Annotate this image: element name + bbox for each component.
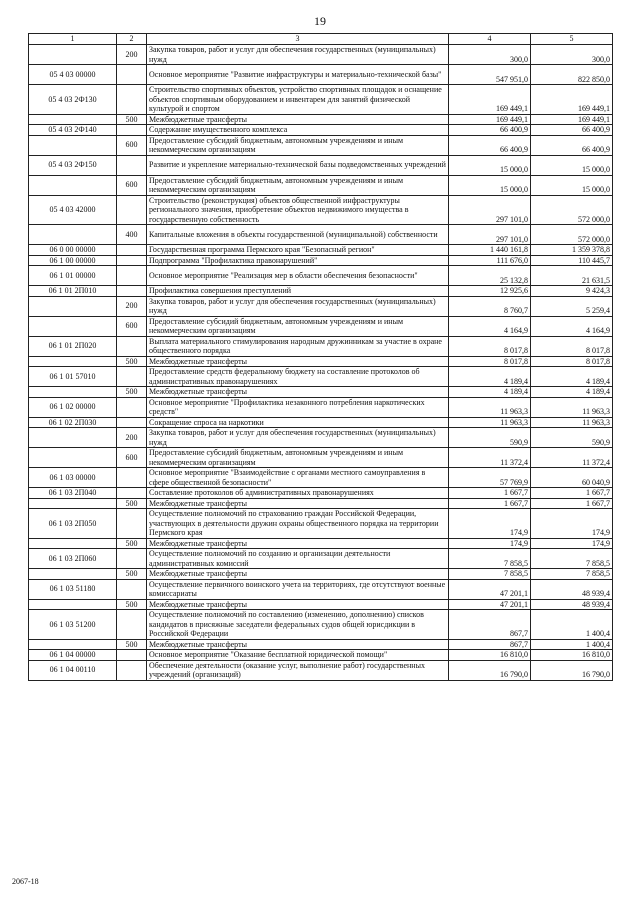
expense-type-cell: 500 — [117, 599, 147, 610]
amount-year1-cell: 867,7 — [449, 610, 531, 640]
amount-year1-cell: 169 449,1 — [449, 114, 531, 125]
classification-code-cell — [29, 356, 117, 367]
table-row — [29, 316, 613, 336]
classification-code-cell — [29, 428, 117, 448]
amount-year2-cell: 4 164,9 — [531, 316, 613, 336]
amount-year1-cell: 4 164,9 — [449, 316, 531, 336]
amount-year2-cell: 9 424,3 — [531, 286, 613, 297]
expense-type-cell: 500 — [117, 387, 147, 398]
table-body — [29, 45, 613, 681]
amount-year2-cell: 174,9 — [531, 509, 613, 539]
item-name-cell: Межбюджетные трансферты — [147, 569, 449, 580]
expense-type-cell — [117, 549, 147, 569]
classification-code-cell: 06 1 01 2П010 — [29, 286, 117, 297]
item-name-cell: Предоставление средств федеральному бюджету на составление протоколов об административных правонарушениях — [147, 367, 449, 387]
expense-type-cell — [117, 650, 147, 661]
table-row — [29, 488, 613, 499]
table-row — [29, 498, 613, 509]
amount-year1-cell: 15 000,0 — [449, 175, 531, 195]
classification-code-cell: 06 1 04 00000 — [29, 650, 117, 661]
amount-year1-cell: 174,9 — [449, 509, 531, 539]
table-row — [29, 549, 613, 569]
table-row — [29, 125, 613, 136]
column-header: 4 — [449, 34, 531, 45]
item-name-cell: Закупка товаров, работ и услуг для обеспечения государственных (муниципальных) нужд — [147, 428, 449, 448]
amount-year2-cell: 66 400,9 — [531, 125, 613, 136]
table-row — [29, 266, 613, 286]
table-row — [29, 175, 613, 195]
amount-year2-cell: 169 449,1 — [531, 85, 613, 115]
table-row — [29, 599, 613, 610]
amount-year2-cell: 822 850,0 — [531, 65, 613, 85]
expense-type-cell — [117, 610, 147, 640]
item-name-cell: Основное мероприятие "Реализация мер в области обеспечения безопасности" — [147, 266, 449, 286]
table-row — [29, 417, 613, 428]
amount-year1-cell: 297 101,0 — [449, 225, 531, 245]
expense-type-cell — [117, 468, 147, 488]
expense-type-cell — [117, 286, 147, 297]
classification-code-cell — [29, 296, 117, 316]
expense-type-cell: 500 — [117, 356, 147, 367]
amount-year1-cell: 8 017,8 — [449, 336, 531, 356]
item-name-cell: Основное мероприятие "Развитие инфраструктуры и материально-технической базы" — [147, 65, 449, 85]
amount-year1-cell: 16 790,0 — [449, 660, 531, 680]
amount-year1-cell: 4 189,4 — [449, 367, 531, 387]
amount-year2-cell: 300,0 — [531, 45, 613, 65]
expense-type-cell: 600 — [117, 448, 147, 468]
item-name-cell: Предоставление субсидий бюджетным, автономным учреждениям и иным некоммерческим организациям — [147, 175, 449, 195]
expense-type-cell — [117, 660, 147, 680]
classification-code-cell — [29, 175, 117, 195]
amount-year2-cell: 1 400,4 — [531, 610, 613, 640]
item-name-cell: Межбюджетные трансферты — [147, 387, 449, 398]
column-header: 2 — [117, 34, 147, 45]
item-name-cell: Развитие и укрепление материально-технической базы подведомственных учреждений — [147, 155, 449, 175]
amount-year1-cell: 12 925,6 — [449, 286, 531, 297]
amount-year1-cell: 47 201,1 — [449, 579, 531, 599]
expense-type-cell: 500 — [117, 114, 147, 125]
table-row — [29, 286, 613, 297]
amount-year1-cell: 4 189,4 — [449, 387, 531, 398]
column-header: 5 — [531, 34, 613, 45]
expense-type-cell — [117, 155, 147, 175]
classification-code-cell — [29, 569, 117, 580]
classification-code-cell: 06 1 01 00000 — [29, 266, 117, 286]
classification-code-cell — [29, 316, 117, 336]
amount-year2-cell: 21 631,5 — [531, 266, 613, 286]
amount-year2-cell: 5 259,4 — [531, 296, 613, 316]
expense-type-cell: 500 — [117, 639, 147, 650]
item-name-cell: Основное мероприятие "Оказание бесплатной юридической помощи" — [147, 650, 449, 661]
classification-code-cell — [29, 135, 117, 155]
table-row — [29, 468, 613, 488]
classification-code-cell: 05 4 03 2Ф140 — [29, 125, 117, 136]
classification-code-cell — [29, 387, 117, 398]
item-name-cell: Подпрограмма "Профилактика правонарушений" — [147, 255, 449, 266]
amount-year1-cell: 547 951,0 — [449, 65, 531, 85]
table-row — [29, 579, 613, 599]
item-name-cell: Профилактика совершения преступлений — [147, 286, 449, 297]
amount-year1-cell: 66 400,9 — [449, 135, 531, 155]
table-row — [29, 387, 613, 398]
classification-code-cell: 05 4 03 42000 — [29, 195, 117, 225]
column-header: 3 — [147, 34, 449, 45]
amount-year2-cell: 16 790,0 — [531, 660, 613, 680]
amount-year2-cell: 11 963,3 — [531, 397, 613, 417]
amount-year1-cell: 1 440 161,8 — [449, 245, 531, 256]
classification-code-cell: 06 1 02 00000 — [29, 397, 117, 417]
expense-type-cell — [117, 255, 147, 266]
classification-code-cell: 06 1 02 2П030 — [29, 417, 117, 428]
item-name-cell: Межбюджетные трансферты — [147, 498, 449, 509]
amount-year1-cell: 111 676,0 — [449, 255, 531, 266]
expense-type-cell: 500 — [117, 569, 147, 580]
expense-type-cell: 500 — [117, 498, 147, 509]
item-name-cell: Межбюджетные трансферты — [147, 356, 449, 367]
item-name-cell: Межбюджетные трансферты — [147, 538, 449, 549]
amount-year2-cell: 15 000,0 — [531, 175, 613, 195]
amount-year2-cell: 4 189,4 — [531, 367, 613, 387]
amount-year2-cell: 8 017,8 — [531, 356, 613, 367]
item-name-cell: Межбюджетные трансферты — [147, 599, 449, 610]
expense-type-cell — [117, 579, 147, 599]
table-row — [29, 255, 613, 266]
amount-year1-cell: 297 101,0 — [449, 195, 531, 225]
amount-year2-cell: 7 858,5 — [531, 569, 613, 580]
amount-year1-cell: 590,9 — [449, 428, 531, 448]
amount-year1-cell: 66 400,9 — [449, 125, 531, 136]
classification-code-cell — [29, 45, 117, 65]
amount-year1-cell: 1 667,7 — [449, 498, 531, 509]
classification-code-cell: 05 4 03 00000 — [29, 65, 117, 85]
expense-type-cell — [117, 65, 147, 85]
amount-year2-cell: 572 000,0 — [531, 195, 613, 225]
amount-year1-cell: 174,9 — [449, 538, 531, 549]
expense-type-cell — [117, 245, 147, 256]
classification-code-cell — [29, 498, 117, 509]
item-name-cell: Предоставление субсидий бюджетным, автономным учреждениям и иным некоммерческим организациям — [147, 135, 449, 155]
table-row — [29, 225, 613, 245]
table-row — [29, 245, 613, 256]
expense-type-cell: 600 — [117, 175, 147, 195]
table-row — [29, 195, 613, 225]
amount-year2-cell: 1 667,7 — [531, 498, 613, 509]
expense-type-cell: 200 — [117, 45, 147, 65]
amount-year2-cell: 8 017,8 — [531, 336, 613, 356]
table-row — [29, 397, 613, 417]
amount-year2-cell: 16 810,0 — [531, 650, 613, 661]
item-name-cell: Осуществление первичного воинского учета на территориях, где отсутствуют военные комиссариаты — [147, 579, 449, 599]
item-name-cell: Межбюджетные трансферты — [147, 114, 449, 125]
expense-type-cell — [117, 488, 147, 499]
item-name-cell: Осуществление полномочий по страхованию граждан Российской Федерации, участвующих в деятельности дружин охраны общественного порядка на территории Пермского края — [147, 509, 449, 539]
classification-code-cell: 06 1 03 51180 — [29, 579, 117, 599]
amount-year2-cell: 11 372,4 — [531, 448, 613, 468]
amount-year2-cell: 572 000,0 — [531, 225, 613, 245]
expense-type-cell — [117, 367, 147, 387]
amount-year2-cell: 7 858,5 — [531, 549, 613, 569]
table-row — [29, 336, 613, 356]
amount-year1-cell: 16 810,0 — [449, 650, 531, 661]
item-name-cell: Закупка товаров, работ и услуг для обеспечения государственных (муниципальных) нужд — [147, 296, 449, 316]
amount-year2-cell: 4 189,4 — [531, 387, 613, 398]
expense-type-cell — [117, 397, 147, 417]
item-name-cell: Государственная программа Пермского края "Безопасный регион" — [147, 245, 449, 256]
expense-type-cell — [117, 417, 147, 428]
classification-code-cell — [29, 639, 117, 650]
amount-year1-cell: 7 858,5 — [449, 549, 531, 569]
amount-year1-cell: 15 000,0 — [449, 155, 531, 175]
classification-code-cell: 06 0 00 00000 — [29, 245, 117, 256]
expense-type-cell: 600 — [117, 135, 147, 155]
amount-year1-cell: 8 760,7 — [449, 296, 531, 316]
amount-year2-cell: 1 359 378,8 — [531, 245, 613, 256]
table-row — [29, 356, 613, 367]
table-row — [29, 660, 613, 680]
table-row — [29, 610, 613, 640]
item-name-cell: Закупка товаров, работ и услуг для обеспечения государственных (муниципальных) нужд — [147, 45, 449, 65]
table-row — [29, 296, 613, 316]
table-row — [29, 448, 613, 468]
item-name-cell: Выплата материального стимулирования народным дружинникам за участие в охране общественного порядка — [147, 336, 449, 356]
amount-year2-cell: 174,9 — [531, 538, 613, 549]
amount-year2-cell: 590,9 — [531, 428, 613, 448]
table-row — [29, 538, 613, 549]
item-name-cell: Обеспечение деятельности (оказание услуг, выполнение работ) государственных учреждений (организаций) — [147, 660, 449, 680]
amount-year1-cell: 7 858,5 — [449, 569, 531, 580]
table-row — [29, 45, 613, 65]
item-name-cell: Осуществление полномочий по составлению (изменению, дополнению) списков кандидатов в присяжные заседатели федеральных судов общей юрисдикции в Российской Федерации — [147, 610, 449, 640]
amount-year1-cell: 1 667,7 — [449, 488, 531, 499]
table-row — [29, 85, 613, 115]
amount-year1-cell: 11 963,3 — [449, 397, 531, 417]
expense-type-cell — [117, 85, 147, 115]
classification-code-cell: 06 1 01 57010 — [29, 367, 117, 387]
amount-year1-cell: 8 017,8 — [449, 356, 531, 367]
amount-year2-cell: 169 449,1 — [531, 114, 613, 125]
amount-year2-cell: 48 939,4 — [531, 599, 613, 610]
column-header: 1 — [29, 34, 117, 45]
table-row — [29, 428, 613, 448]
item-name-cell: Межбюджетные трансферты — [147, 639, 449, 650]
amount-year2-cell: 1 400,4 — [531, 639, 613, 650]
table-row — [29, 155, 613, 175]
table-row — [29, 114, 613, 125]
classification-code-cell: 05 4 03 2Ф150 — [29, 155, 117, 175]
item-name-cell: Капитальные вложения в объекты государственной (муниципальной) собственности — [147, 225, 449, 245]
expense-type-cell: 200 — [117, 428, 147, 448]
amount-year2-cell: 11 963,3 — [531, 417, 613, 428]
amount-year1-cell: 57 769,9 — [449, 468, 531, 488]
header-row — [29, 34, 613, 45]
expense-type-cell — [117, 125, 147, 136]
item-name-cell: Строительство (реконструкция) объектов общественной инфраструктуры регионального значения, приобретение объектов недвижимого имущества в государственную собственность — [147, 195, 449, 225]
item-name-cell: Сокращение спроса на наркотики — [147, 417, 449, 428]
table-row — [29, 65, 613, 85]
expense-type-cell — [117, 266, 147, 286]
table-row — [29, 639, 613, 650]
item-name-cell: Содержание имущественного комплекса — [147, 125, 449, 136]
item-name-cell: Предоставление субсидий бюджетным, автономным учреждениям и иным некоммерческим организациям — [147, 448, 449, 468]
item-name-cell: Строительство спортивных объектов, устройство спортивных площадок и оснащение объектов спортивным оборудованием и инвентарем для занятий физической культурой и спортом — [147, 85, 449, 115]
table-row — [29, 569, 613, 580]
classification-code-cell: 06 1 03 51200 — [29, 610, 117, 640]
expense-type-cell: 600 — [117, 316, 147, 336]
table-row — [29, 367, 613, 387]
page-number: 19 — [314, 14, 326, 28]
document-code: 2067-18 — [12, 877, 39, 886]
amount-year1-cell: 47 201,1 — [449, 599, 531, 610]
expense-type-cell: 200 — [117, 296, 147, 316]
amount-year1-cell: 25 132,8 — [449, 266, 531, 286]
classification-code-cell — [29, 599, 117, 610]
amount-year2-cell: 110 445,7 — [531, 255, 613, 266]
amount-year2-cell: 1 667,7 — [531, 488, 613, 499]
classification-code-cell: 06 1 04 00110 — [29, 660, 117, 680]
amount-year1-cell: 867,7 — [449, 639, 531, 650]
classification-code-cell: 06 1 03 00000 — [29, 468, 117, 488]
amount-year2-cell: 66 400,9 — [531, 135, 613, 155]
classification-code-cell: 06 1 00 00000 — [29, 255, 117, 266]
budget-table — [28, 33, 613, 681]
classification-code-cell: 06 1 03 2П060 — [29, 549, 117, 569]
item-name-cell: Основное мероприятие "Взаимодействие с органами местного самоуправления в сфере общественной безопасности" — [147, 468, 449, 488]
expense-type-cell — [117, 509, 147, 539]
classification-code-cell — [29, 225, 117, 245]
item-name-cell: Составление протоколов об административных правонарушениях — [147, 488, 449, 499]
classification-code-cell: 05 4 03 2Ф130 — [29, 85, 117, 115]
classification-code-cell: 06 1 01 2П020 — [29, 336, 117, 356]
expense-type-cell — [117, 336, 147, 356]
classification-code-cell: 06 1 03 2П040 — [29, 488, 117, 499]
table-row — [29, 650, 613, 661]
table-row — [29, 135, 613, 155]
amount-year2-cell: 60 040,9 — [531, 468, 613, 488]
classification-code-cell — [29, 448, 117, 468]
table-row — [29, 509, 613, 539]
amount-year1-cell: 11 963,3 — [449, 417, 531, 428]
amount-year1-cell: 169 449,1 — [449, 85, 531, 115]
item-name-cell: Осуществление полномочий по созданию и организации деятельности административных комиссий — [147, 549, 449, 569]
item-name-cell: Основное мероприятие "Профилактика незаконного потребления наркотических средств" — [147, 397, 449, 417]
expense-type-cell: 500 — [117, 538, 147, 549]
amount-year2-cell: 15 000,0 — [531, 155, 613, 175]
amount-year1-cell: 11 372,4 — [449, 448, 531, 468]
amount-year2-cell: 48 939,4 — [531, 579, 613, 599]
classification-code-cell — [29, 114, 117, 125]
item-name-cell: Предоставление субсидий бюджетным, автономным учреждениям и иным некоммерческим организациям — [147, 316, 449, 336]
classification-code-cell: 06 1 03 2П050 — [29, 509, 117, 539]
classification-code-cell — [29, 538, 117, 549]
expense-type-cell — [117, 195, 147, 225]
amount-year1-cell: 300,0 — [449, 45, 531, 65]
expense-type-cell: 400 — [117, 225, 147, 245]
